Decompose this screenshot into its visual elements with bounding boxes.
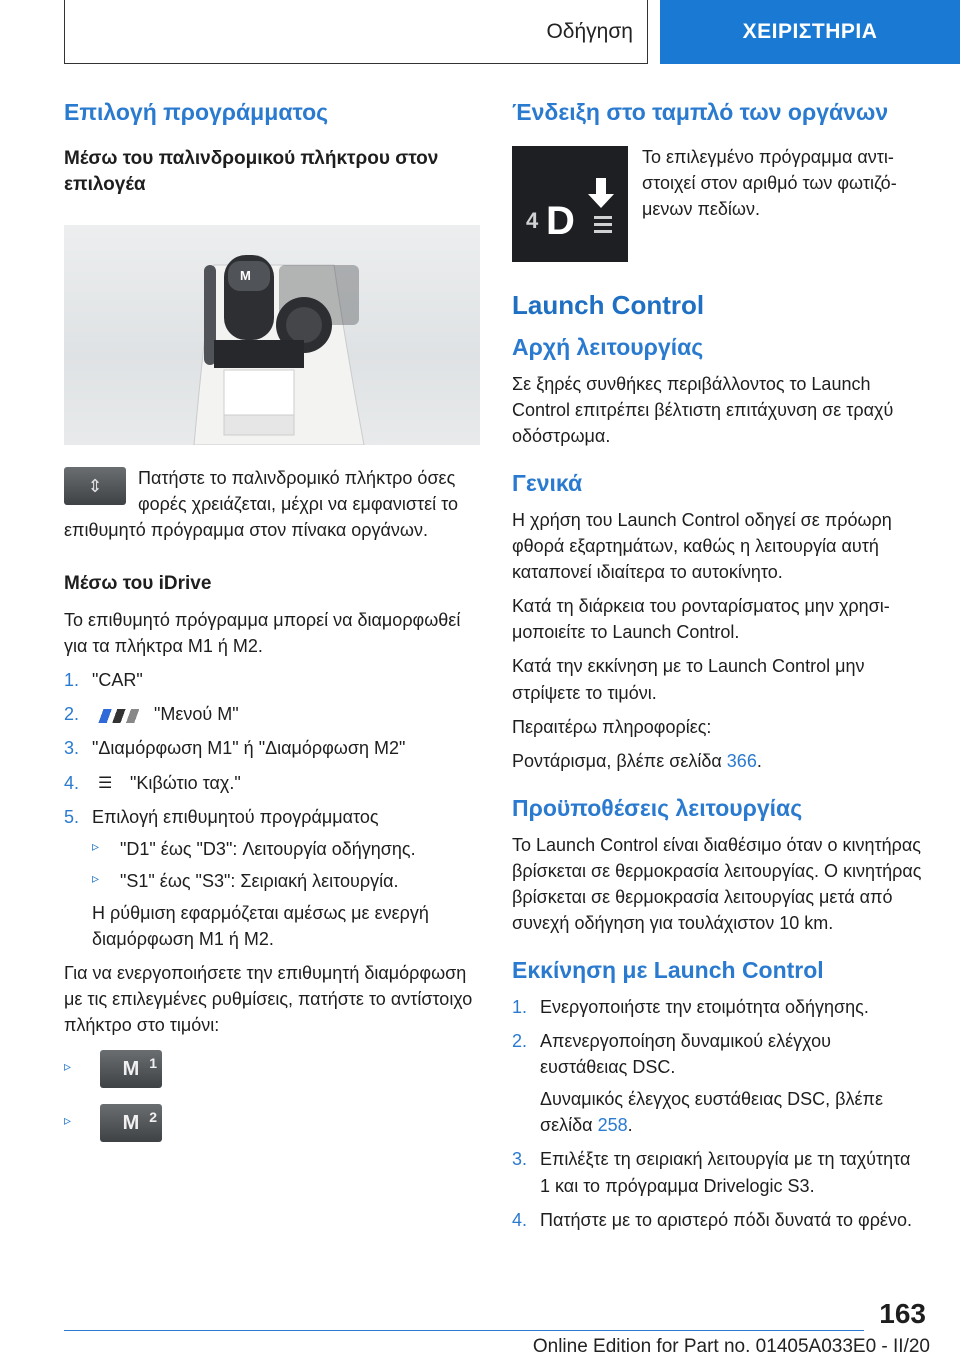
bullet-icon: ▹	[92, 869, 100, 886]
para-general-4: Περαιτέρω πληροφορίες:	[512, 716, 712, 737]
sub-item-text: "D1" έως "D3": Λειτουργία οδήγησης.	[120, 838, 416, 859]
display-graphic	[512, 146, 628, 262]
section-title-program-selection: Επιλογή προγράμματος	[64, 99, 329, 125]
page-ref-link[interactable]: 258	[597, 1115, 628, 1136]
m1-button-row	[64, 1050, 484, 1088]
tab-section-driving[interactable]	[64, 0, 648, 64]
para-general-1: Η χρήση του Launch Control οδηγεί σε πρόωρη φθορά εξαρτημάτων, καθώς η λειτουργία αυτή καταπονεί ιδιαίτερα το αυτοκίνητο.	[512, 509, 892, 583]
list-item	[512, 1146, 922, 1198]
ref-end: .	[756, 750, 762, 771]
ref-text: Δυναμικός έλεγχος ευστάθειας DSC, βλέπε σελίδα	[540, 1089, 883, 1136]
step-text: Επιλογή επιθυμητού προγράμματος	[92, 806, 379, 827]
bullet-icon: ▹	[92, 837, 100, 854]
section-title-instrument-display: Ένδειξη στο ταμπλό των οργάνων	[512, 99, 889, 125]
tab-section-label: Οδήγηση	[546, 19, 633, 43]
step-note: Η ρύθμιση εφαρμόζεται αμέσως με ενεργή διαμόρφωση M1 ή M2.	[92, 902, 429, 950]
ref-text: Ροντάρισμα, βλέπε σελίδα	[512, 750, 727, 771]
launch-steps-list	[512, 994, 922, 1233]
page-number: 163	[879, 1298, 926, 1329]
step-note	[540, 1086, 922, 1138]
display-letter: D	[546, 198, 575, 243]
heading-general: Γενικά	[512, 470, 583, 497]
step-number: 3.	[512, 1149, 528, 1170]
footer-edition: Online Edition for Part no. 01405A033E0 - II/20	[532, 1336, 930, 1357]
para-general-3: Κατά την εκκίνηση με το Launch Control μην στρίψετε το τιμόνι.	[512, 656, 865, 703]
transmission-icon: ☰	[98, 775, 111, 793]
m1-button-icon	[100, 1050, 162, 1088]
para-general-5	[512, 748, 922, 774]
step-text: "Μενού M"	[154, 704, 239, 725]
para-principle: Σε ξηρές συνθήκες περιβάλλοντος το Launch Control επιτρέπει βέλτιστη επιτάχυνση σε τραχύ οδόστρωμα.	[512, 373, 894, 446]
m2-button-icon	[100, 1104, 162, 1142]
step-text: "CAR"	[92, 670, 143, 691]
para-activate-config: Για να ενεργοποιήσετε την επιθυμητή διαμόρφωση με τις επιλεγμένες ρυθμίσεις, πατήστε το αντίστοιχο πλήκτρο στο τιμόνι:	[64, 963, 473, 1036]
para-idrive-config: Το επιθυμητό πρόγραμμα μπορεί να διαμορφωθεί για τα πλήκτρα M1 ή M2.	[64, 610, 461, 657]
m1-index: 1	[149, 1055, 157, 1072]
rocker-switch-icon: ⇕	[64, 467, 126, 505]
step-text: Πατήστε με το αριστερό πόδι δυνατά το φρένο.	[540, 1209, 912, 1230]
list-item	[64, 770, 484, 796]
sub-item-text: "S1" έως "S3": Σειριακή λειτουργία.	[120, 870, 399, 891]
step-text: "Κιβώτιο ταχ."	[130, 772, 241, 793]
heading-principle: Αρχή λειτουργίας	[512, 333, 704, 360]
step-number: 2.	[512, 1031, 528, 1052]
para-rocker-instruction: Πατήστε το παλινδρομικό πλήκτρο όσες φορές χρειάζεται, μέχρι να εμφανιστεί το επιθυμητό πρόγραμμα στον πίνακα οργάνων.	[64, 468, 459, 541]
ref-end: .	[627, 1115, 633, 1136]
step-number: 4.	[512, 1209, 528, 1230]
m2-index: 2	[149, 1109, 157, 1126]
right-column	[512, 98, 922, 1241]
heading-start-launch-control: Εκκίνηση με Launch Control	[512, 957, 824, 984]
para-prerequisites: Το Launch Control είναι διαθέσιμο όταν ο κινητήρας βρίσκεται σε θερμοκρασία λειτουργίας. Ο κινητήρας βρίσκεται σε θερμοκρασία λειτουργίας μετά από συνεχή οδήγηση για τουλάχιστον 10 km.	[512, 834, 922, 933]
console-illustration	[64, 225, 480, 445]
sub-list-item	[92, 868, 484, 894]
m-stripes-icon	[98, 709, 148, 723]
step-number: 5.	[64, 806, 80, 827]
list-item	[512, 1207, 922, 1233]
heading-launch-control: Launch Control	[512, 289, 705, 320]
para-general-2: Κατά τη διάρκεια του ρονταρίσματος μην χρησιμοποιείτε το Launch Control.	[512, 596, 890, 643]
list-item	[512, 994, 922, 1020]
heading-prerequisites: Προϋποθέσεις λειτουργίας	[512, 794, 803, 821]
step-text: "Διαμόρφωση M1" ή "Διαμόρφωση M2"	[92, 738, 406, 759]
gear-selector-photo	[64, 225, 480, 445]
step-number: 4.	[64, 772, 80, 793]
drive-program-display-icon	[512, 146, 628, 262]
list-item	[64, 735, 484, 761]
tab-chapter-controls[interactable]	[660, 0, 960, 64]
m1-letter: M	[122, 1058, 140, 1081]
step-number: 2.	[64, 704, 80, 725]
tab-chapter-label: ΧΕΙΡΙΣΤΗΡΙΑ	[742, 20, 878, 43]
subheading-selector-button: Μέσω του παλινδρομικού πλήκτρου στον επιλογέα	[64, 147, 439, 195]
page-ref-link[interactable]: 366	[726, 750, 757, 771]
step-number: 3.	[64, 738, 80, 759]
bullet-icon: ▹	[64, 1112, 72, 1129]
m2-button-row	[64, 1104, 484, 1142]
footer-divider	[64, 1330, 864, 1331]
step-number: 1.	[64, 670, 80, 691]
sub-list-item	[92, 836, 484, 862]
list-item	[64, 701, 484, 727]
list-item	[64, 804, 484, 952]
step-number: 1.	[512, 996, 528, 1017]
display-number: 4	[526, 207, 539, 233]
step-text: Επιλέξτε τη σειριακή λειτουργία με τη ταχύτητα 1 και το πρόγραμμα Drivelogic S3.	[540, 1149, 911, 1196]
bullet-icon: ▹	[64, 1058, 72, 1075]
step-text: Ενεργοποιήστε την ετοιμότητα οδήγησης.	[540, 996, 869, 1017]
m2-letter: M	[122, 1112, 140, 1135]
subheading-idrive: Μέσω του iDrive	[64, 573, 212, 595]
gear-knob-m-logo: M	[240, 268, 251, 284]
list-item	[512, 1028, 922, 1138]
para-display-desc: Το επιλεγμένο πρόγραμμα αντιστοιχεί στον αριθμό των φωτιζόμενων πεδίων.	[642, 146, 897, 220]
list-item	[64, 667, 484, 693]
left-column	[64, 98, 484, 1142]
idrive-steps-list	[64, 667, 484, 952]
step-text: Απενεργοποίηση δυναμικού ελέγχου ευστάθειας DSC.	[540, 1031, 831, 1078]
